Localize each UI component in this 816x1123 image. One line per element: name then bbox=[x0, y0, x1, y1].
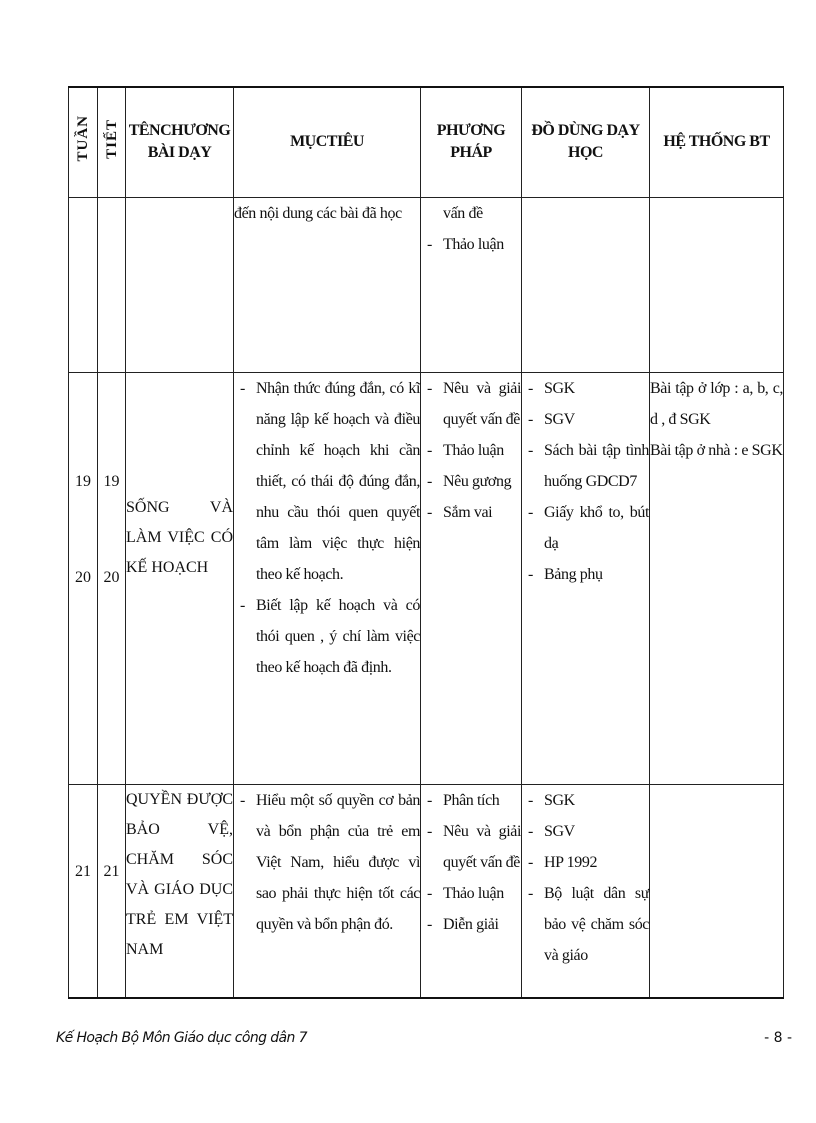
tuan-cell: 19 20 bbox=[69, 372, 98, 784]
tuan-cell: 21 bbox=[69, 784, 98, 998]
muc-tieu-cell: - Nhận thức đúng đắn, có kĩ năng lập kế hoạch và điều chỉnh kế hoạch khi cần thiết, có thái độ đúng đắn, nhu cầu thói quen quyết tâm làm việc thực hiện theo kế hoạch. - Biết lập kế hoạch và có thói quen , ý chí làm việc theo kế hoạch đã định. bbox=[234, 372, 421, 784]
phuong-phap-cell: - Nêu và giải quyết vấn đề - Thảo luận - Nêu gương - Sắm vai bbox=[421, 372, 522, 784]
muc-tieu-cell: - Hiểu một số quyền cơ bản và bổn phận của trẻ em Việt Nam, hiểu được vì sao phải thực hiện tốt các quyền và bổn phận đó. bbox=[234, 784, 421, 998]
lesson-title-cell: QUYỀN ĐƯỢC BẢO VỆ, CHĂM SÓC VÀ GIÁO DỤC TRẺ EM VIỆT NAM bbox=[126, 784, 234, 998]
page-number: - 8 - bbox=[764, 1030, 792, 1046]
lesson-title-cell: SỐNG VÀ LÀM VIỆC CÓ KẾ HOẠCH bbox=[126, 372, 234, 784]
he-thong-cell: Bài tập ở lớp : a, b, c, d , đ SGK Bài tập ở nhà : e SGK bbox=[650, 372, 784, 784]
header-ten-chuong: TÊNCHƯƠNG BÀI DẠY bbox=[126, 87, 234, 197]
do-dung-cell: - SGK - SGV - HP 1992 - Bộ luật dân sự bảo vệ chăm sóc và giáo bbox=[522, 784, 650, 998]
table-row bbox=[69, 197, 784, 372]
header-phuong-phap: PHƯƠNG PHÁP bbox=[421, 87, 522, 197]
phuong-phap-cell: - Phân tích - Nêu và giải quyết vấn đề - Thảo luận - Diễn giải bbox=[421, 784, 522, 998]
table-row bbox=[69, 372, 784, 784]
phuong-phap-cell: vấn đề - Thảo luận bbox=[421, 197, 522, 372]
header-muc-tieu: MỤCTIÊU bbox=[234, 87, 421, 197]
do-dung-cell: - SGK - SGV - Sách bài tập tình huống GDCD7 - Giấy khổ to, bút dạ - Bảng phụ bbox=[522, 372, 650, 784]
tiet-cell: 19 20 bbox=[98, 372, 126, 784]
header-tiet: TIẾT bbox=[98, 87, 126, 197]
lesson-plan-table bbox=[68, 86, 784, 999]
tiet-cell: 21 bbox=[98, 784, 126, 998]
table-row bbox=[69, 784, 784, 998]
footer-title: Kế Hoạch Bộ Môn Giáo dục công dân 7 bbox=[56, 1030, 307, 1046]
muc-tieu-cell: đến nội dung các bài đã học bbox=[234, 197, 421, 372]
header-he-thong: HỆ THỐNG BT bbox=[650, 87, 784, 197]
header-tuan: TUẦN bbox=[69, 87, 98, 197]
header-do-dung: ĐỒ DÙNG DẠY HỌC bbox=[522, 87, 650, 197]
header-row bbox=[69, 87, 784, 197]
